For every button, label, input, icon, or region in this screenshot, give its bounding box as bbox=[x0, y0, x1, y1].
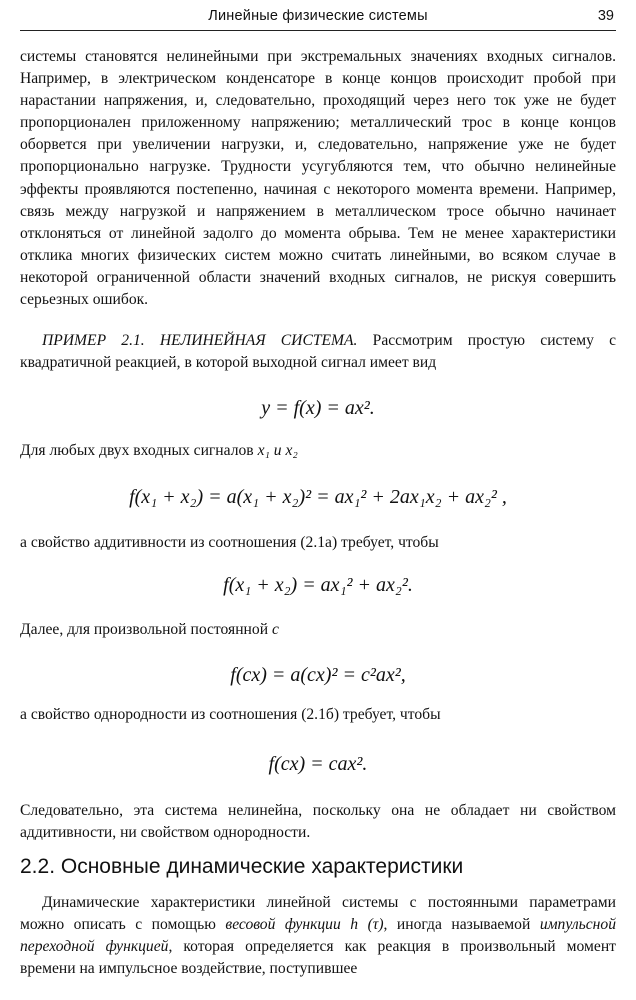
intro-paragraph: системы становятся нелинейными при экстремальных значениях входных сигналов. Например, в электрическом конденсаторе в конце концов происходит пробой при нарастании напряжения, и, следовательно, проходящий через него ток уже не будет пропорционален приложенному напряжению; металлический трос в конце концов оборвется при увеличении нагрузки, и, следовательно, напряжение уже не будет пропорционально нагрузке. Трудности усугубляются тем, что обычно нелинейные эффекты проявляются постепенно, начиная с некоторого момента времени. Например, связь между нагрузкой и напряжением в металлическом тросе обычно начинает отклоняться от линейной задолго до момента обрыва. Тем не менее характеристики отклика многих физических систем можно считать линейными, во всяком случае в некоторой ограниченной области значений входных сигналов, не рискуя совершить серьезных ошибок. bbox=[20, 48, 616, 309]
final-term-1: весовой функции bbox=[225, 916, 341, 934]
text-homogeneity: а свойство однородности из соотношения (2.1б) требует, чтобы bbox=[20, 706, 441, 723]
final-term-2: импульсной переходной функцией bbox=[20, 916, 617, 956]
text-two-inputs bbox=[20, 440, 298, 462]
example-paragraph bbox=[20, 330, 616, 374]
final-part-2: , иногда называемой bbox=[383, 916, 531, 934]
text-constant bbox=[20, 619, 279, 641]
text-constant-prefix: Далее, для произвольной постоянной bbox=[20, 621, 269, 638]
text-additivity: а свойство аддитивности из соотношения (2.1а) требует, чтобы bbox=[20, 534, 439, 551]
page bbox=[20, 0, 616, 1000]
formula-2: f(x₁ + x₂) = a(x₁ + x₂)² = ax₁² + 2ax₁x₂ + ax₂² , bbox=[129, 486, 507, 508]
formula-5: f(cx) = cax². bbox=[268, 753, 368, 775]
final-part-1: Динамические характеристики линейной системы с постоянными параметрами можно описать с помощью bbox=[20, 894, 616, 934]
text-two-inputs-vars: x₁ и x₂ bbox=[257, 442, 298, 459]
running-header bbox=[20, 6, 616, 31]
example-label: ПРИМЕР 2.1. НЕЛИНЕЙНАЯ СИСТЕМА. bbox=[42, 332, 358, 349]
header-title: Линейные физические системы bbox=[208, 8, 428, 24]
text-constant-var: c bbox=[271, 621, 279, 638]
text-two-inputs-prefix: Для любых двух входных сигналов bbox=[20, 442, 254, 459]
conclusion-paragraph: Следовательно, эта система нелинейна, поскольку она не обладает ни свойством аддитивности, ни свойством однородности. bbox=[20, 802, 616, 842]
final-part-3: , которая определяется как реакция в произвольный момент времени на импульсное воздействие, поступившее bbox=[20, 938, 616, 978]
page-number: 39 bbox=[597, 8, 614, 24]
formula-4: f(cx) = a(cx)² = c²ax², bbox=[230, 664, 406, 686]
section-heading: 2.2. Основные динамические характеристики bbox=[20, 855, 464, 878]
final-paragraph bbox=[20, 892, 616, 980]
formula-3: f(x₁ + x₂) = ax₁² + ax₂². bbox=[223, 574, 413, 596]
example-text: Рассмотрим простую систему с квадратичной реакцией, в которой выходной сигнал имеет вид bbox=[20, 332, 616, 372]
formula-1: y = f(x) = ax². bbox=[261, 397, 375, 419]
final-symbol: h (τ) bbox=[350, 916, 384, 934]
